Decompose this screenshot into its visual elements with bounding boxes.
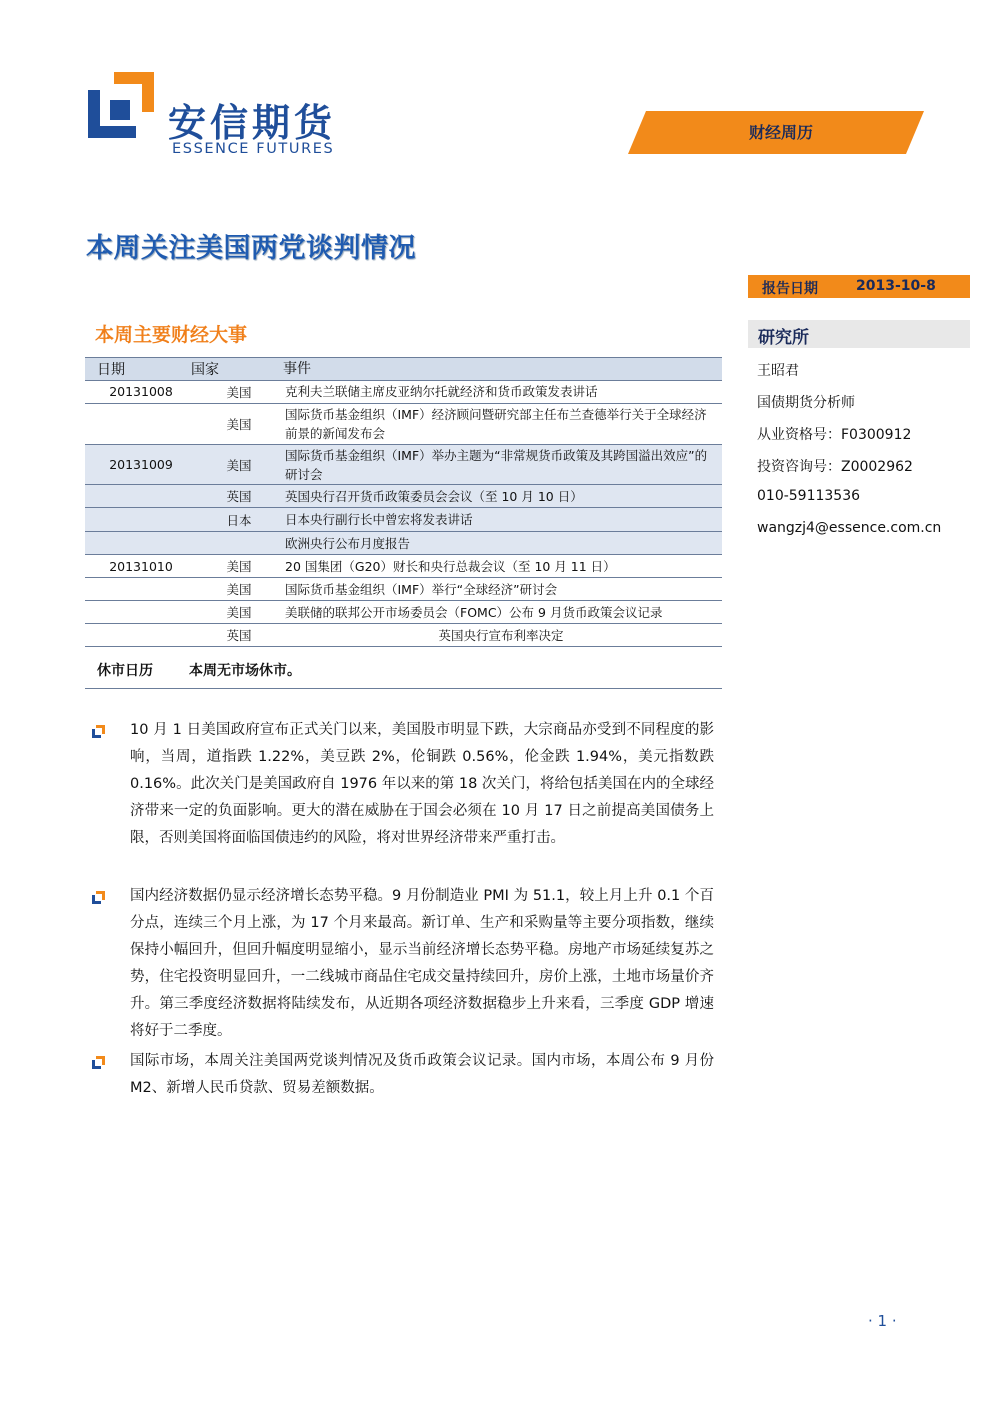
paragraph-domestic-economy: 国内经济数据仍显示经济增长态势平稳。9 月份制造业 PMI 为 51.1，较上月上升 0.1 个百分点，连续三个月上涨，为 17 个月来最高。新订单、生产和采购量等主要分项指数，继续保持小幅回升，但回升幅度明显缩小，显示当前经济增长态势平稳。房地产市场延续复苏之势，住宅投资明显回升，一二线城市商品住宅成交量持续回升，房价上涨，土地市场量价齐升。第三季度经济数据将陆续发布，从近期各项经济数据稳步上升来看，三季度 GDP 增速将好于二季度。: [130, 888, 714, 1039]
table-row: [85, 404, 722, 445]
row-event: 克利夫兰联储主席皮亚纳尔托就经济和货币政策发表讲话: [285, 384, 598, 399]
row-date: 20131009: [109, 457, 173, 472]
report-type-label: 财经周历: [748, 123, 813, 142]
row-event: 日本央行副行长中曾宏将发表讲话: [285, 512, 473, 527]
analyst-name: 王昭君: [757, 363, 799, 379]
row-country: 美国: [226, 559, 252, 574]
row-date: [85, 624, 197, 646]
row-date: [85, 578, 197, 600]
logo-chinese-name: 安信期货: [168, 101, 337, 145]
bullet-square-icon: [92, 891, 105, 904]
bullet-square-icon: [92, 725, 105, 738]
paragraph-market-focus: 国际市场，本周关注美国两党谈判情况及货币政策会议记录。国内市场，本周公布 9 月份 M2、新增人民币贷款、贸易差额数据。: [130, 1053, 714, 1096]
row-date: [85, 485, 197, 507]
market-holiday-row: [85, 650, 722, 689]
table-row: [85, 380, 722, 404]
row-country: 美国: [226, 582, 252, 597]
row-country: 英国: [226, 489, 252, 504]
header-event: 事件: [283, 360, 311, 377]
table-row: [85, 532, 722, 555]
logo-english-name: ESSENCE FUTURES: [172, 141, 335, 157]
row-date: [85, 601, 197, 623]
header-country: 国家: [191, 362, 219, 378]
research-heading: [748, 320, 970, 348]
holiday-label: 休市日历: [97, 663, 153, 679]
row-country: 英国: [226, 628, 252, 643]
row-country: 美国: [226, 417, 252, 432]
holiday-text: 本周无市场休市。: [189, 663, 301, 679]
row-event: 美联储的联邦公开市场委员会（FOMC）公布 9 月货币政策会议记录: [285, 604, 663, 620]
bullet-square-icon: [92, 1056, 105, 1069]
license-number: 从业资格号：F0300912: [757, 427, 912, 443]
row-country: [197, 532, 281, 554]
table-header-row: [85, 357, 722, 381]
row-country: 美国: [226, 457, 252, 473]
row-date: [85, 508, 197, 531]
research-heading-label: 研究所: [758, 328, 809, 348]
report-date-label: 报告日期: [762, 281, 818, 297]
report-date-value: 2013-10-8: [856, 278, 936, 294]
row-date: [85, 404, 197, 444]
table-row: [85, 508, 722, 532]
phone-number: 010-59113536: [757, 488, 861, 504]
row-event: 欧洲央行公布月度报告: [285, 535, 411, 551]
table-row: [85, 555, 722, 578]
table-row: [85, 624, 722, 647]
header-date: 日期: [97, 362, 125, 378]
analyst-role: 国债期货分析师: [757, 395, 855, 411]
row-event: 国际货币基金组织（IMF）举办主题为“非常规货币政策及其跨国溢出效应”的研讨会: [285, 447, 708, 482]
table-row: [85, 445, 722, 485]
row-date: [85, 532, 197, 554]
table-row: [85, 601, 722, 624]
row-event: 国际货币基金组织（IMF）举行“全球经济”研讨会: [285, 581, 558, 597]
page-title: 本周关注美国两党谈判情况: [86, 233, 416, 264]
row-event: 国际货币基金组织（IMF）经济顾问暨研究部主任布兰查德举行关于全球经济前景的新闻发布会: [285, 407, 707, 441]
essence-logo-icon: [88, 72, 154, 138]
email-address[interactable]: wangzj4@essence.com.cn: [757, 520, 942, 536]
table-row: [85, 485, 722, 508]
row-event: 20 国集团（G20）财长和央行总裁会议（至 10 月 11 日）: [285, 558, 616, 574]
row-date: 20131008: [109, 384, 173, 399]
report-date-bar: [748, 275, 970, 298]
row-country: 美国: [226, 605, 252, 620]
row-date: 20131010: [109, 558, 173, 574]
row-event: 英国央行宣布利率决定: [438, 627, 564, 643]
row-country: 美国: [226, 384, 252, 400]
paragraph-us-shutdown: 10 月 1 日美国政府宣布正式关门以来，美国股市明显下跌，大宗商品亦受到不同程度的影响，当周，道指跌 1.22%，美豆跌 2%，伦铜跌 0.56%，伦金跌 1.94%，美元指数跌 0.16%。此次关门是美国政府自 1976 年以来的第 18 次关门，将给包括美国在内的全球经济带来一定的负面影响。更大的潜在威胁在于国会必须在 10 月 17 日之前提高美国债务上限，否则美国将面临国债违约的风险，将对世界经济带来严重打击。: [130, 722, 714, 846]
consult-number: 投资咨询号：Z0002962: [757, 459, 913, 475]
row-country: 日本: [226, 512, 252, 528]
page-number: · 1 ·: [868, 1312, 897, 1330]
section-title: 本周主要财经大事: [95, 324, 248, 346]
table-row: [85, 578, 722, 601]
row-event: 英国央行召开货币政策委员会会议（至 10 月 10 日）: [285, 488, 583, 504]
